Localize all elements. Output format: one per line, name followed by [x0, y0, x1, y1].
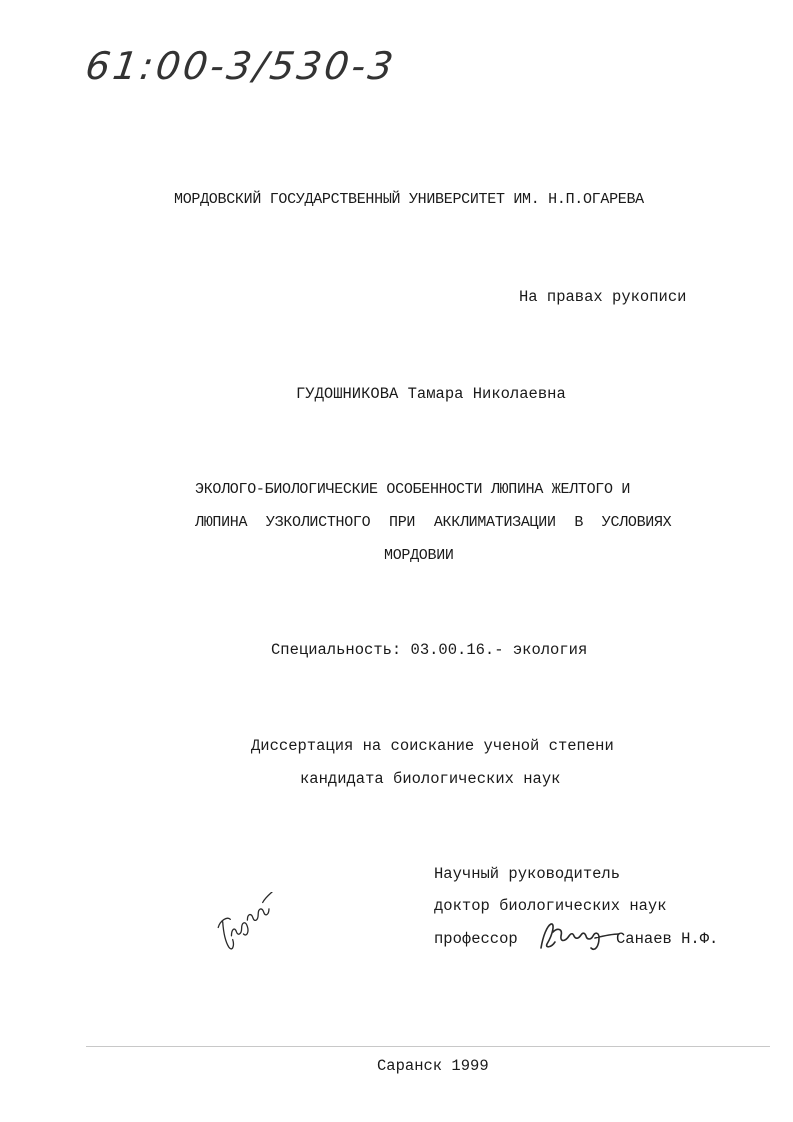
- dissertation-title-line-2: ЛЮПИНА УЗКОЛИСТНОГО ПРИ АККЛИМАТИЗАЦИИ В УСЛОВИЯХ: [195, 514, 672, 531]
- footer-divider: [86, 1046, 770, 1047]
- supervisor-signature-icon: [533, 918, 623, 958]
- university-name: МОРДОВСКИЙ ГОСУДАРСТВЕННЫЙ УНИВЕРСИТЕТ ИМ. Н.П.ОГАРЕВА: [174, 191, 644, 208]
- dissertation-title-line-1: ЭКОЛОГО-БИОЛОГИЧЕСКИЕ ОСОБЕННОСТИ ЛЮПИНА ЖЕЛТОГО И: [195, 481, 631, 498]
- specialty: Специальность: 03.00.16.- экология: [271, 641, 588, 659]
- supervisor-degree: доктор биологических наук: [434, 897, 667, 915]
- author-name: ГУДОШНИКОВА Тамара Николаевна: [296, 385, 566, 403]
- supervisor-title: профессор: [434, 930, 518, 948]
- city-year: Саранск 1999: [377, 1057, 489, 1075]
- dissertation-title-line-3: МОРДОВИИ: [384, 547, 454, 564]
- supervisor-name: Санаев Н.Ф.: [616, 930, 719, 948]
- archive-code: 61:00-3/530-3: [82, 44, 399, 88]
- degree-line-2: кандидата биологических наук: [300, 770, 561, 788]
- manuscript-rights: На правах рукописи: [519, 288, 687, 306]
- author-signature-icon: [212, 892, 284, 950]
- degree-line-1: Диссертация на соискание ученой степени: [251, 737, 614, 755]
- supervisor-label: Научный руководитель: [434, 865, 621, 883]
